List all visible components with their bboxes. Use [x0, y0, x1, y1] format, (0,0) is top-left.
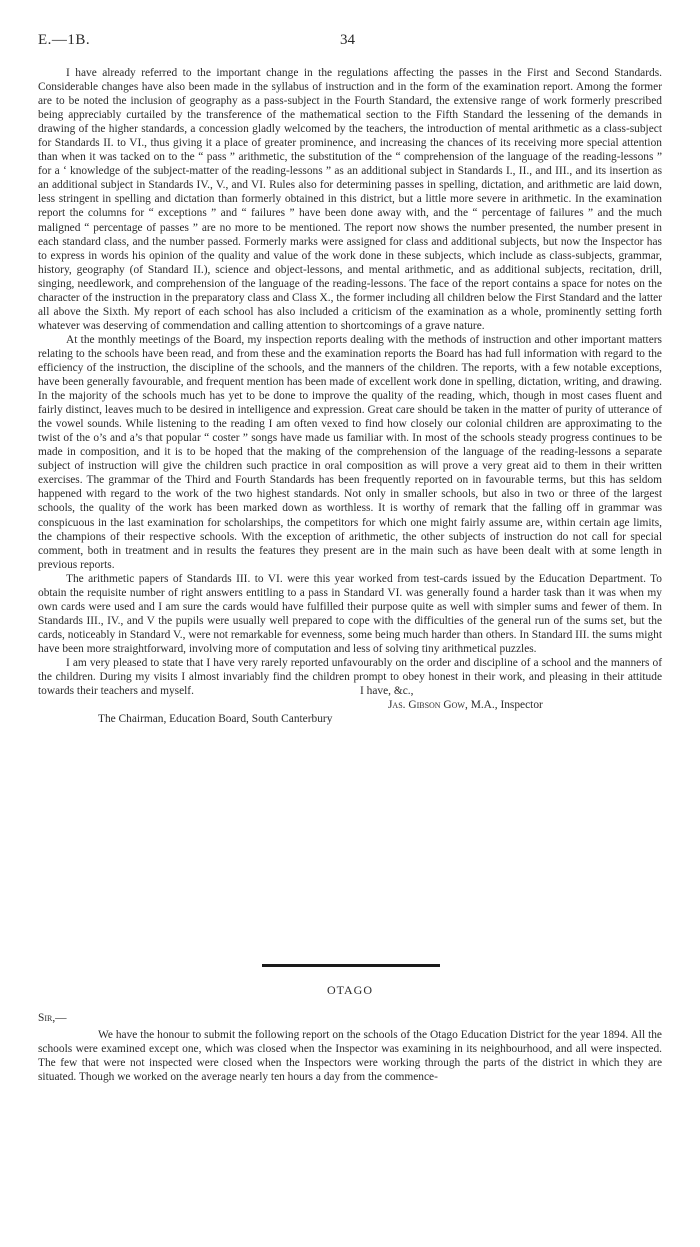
signer-name: Jas. Gibson Gow	[388, 699, 465, 712]
paragraph-arithmetic: The arithmetic papers of Standards III. to VI. were this year worked from test-cards issued by the Education Department. To obtain the requisite number of right answers entitling to a pass in Standard VI. was generally found a harder task than it was when my own cards were used and I am sure the cards would have fulfilled their purpose quite as well with simpler sums and fewer of them. In Standards III., IV., and V the pupils were usually well prepared to cope with the difficulties of the general run of the sums set, but the cards, noticeably in Standard V., were not remarkable for evenness, some being much harder than others. In Standard III. the sums might have been more straightforward, involving more of computation and less of solving tiny arithmetical puzzles.	[38, 572, 662, 655]
otago-report-body	[38, 1028, 662, 1084]
salutation: Sir,—	[38, 1012, 67, 1024]
section-divider	[262, 964, 440, 967]
page-header	[38, 32, 672, 54]
addressee-line: The Chairman, Education Board, South Canterbury	[98, 713, 333, 726]
paragraph-regulations: I have already referred to the important change in the regulations affecting the passes in the First and Second Standards. Considerable changes have also been made in the syllabus of instruction and in the form of the examination report. Among the former are to be noted the inclusion of geography as a pass-subject in the Fourth Standard, the extensive range of work formerly prescribed being appreciably curtailed by the transference of the mathematical section to the Fifth Standard the lessening of the demands in drawing of the higher standards, a concession gladly welcomed by the teachers, the introduction of mental arithmetic as a class-subject for Standards II. to VI., thus giving it a place of greater prominence, and increasing the chances of its receiving more special attention than when it was tacked on to the “ pass ” arithmetic, the substitution of the “ comprehension of the language of the reading-lessons ” for a ‘ knowledge of the subject-matter of the reading-lessons ” as an additional subject in Standards I., II., and III., and its insertion as an additional subject in Standards IV., V., and VI. Rules also for determining passes in spelling, dictation, and arithmetic are laid down, less stringent in spelling and dictation than formerly obtained in this district, but a little more severe in arithmetic. In the examination report the columns for “ exceptions ” and “ failures ” have been done away with, and the “ percentage of failures ” and the much maligned “ percentage of passes ” are no more to be mentioned. The report now shows the number presented, the number present in each standard class, and the number passed. Formerly marks were assigned for class and additional subjects, but now the Inspector has to express in words his opinion of the quality and value of the work done in these subjects, which include as class-subjects, grammar, history, geography (of Standard II.), science and object-lessons, and mental arithmetic, and as additional subjects, recitation, drill, singing, needlework, and comprehension of the language of the reading-lessons. The face of the report contains a space for notes on the character of the instruction in the preparatory class and Class X., the former including all children below the First Standard and the latter all above the Sixth. My report of each school has also included a criticism of the examination as a whole, prominently setting forth whatever was deserving of commendation and calling attention to shortcomings of a grave nature.	[38, 67, 662, 332]
signer-title: , M.A., Inspector	[465, 699, 543, 712]
paragraph-otago-intro: We have the honour to submit the following report on the schools of the Otago Education District for the year 1894. All the schools were examined except one, which was closed when the Inspector was examining in its neighbourhood, and all were inspected. The few that were not inspected were closed when the Inspectors were working through the parts of the district in which they are situated. Though we worked on the average nearly ten hours a day from the commence-	[38, 1029, 662, 1084]
signer-line	[388, 698, 543, 712]
paragraph-board-meetings: At the monthly meetings of the Board, my inspection reports dealing with the methods of instruction and other important matters relating to the schools have been read, and from these and the examination reports the Board has had full information with regard to the efficiency of the instruction, the discipline of the schools, and the manners of the children. The reports, with a few notable exceptions, have been generally favourable, and frequent mention has been made of excellent work done in spelling, dictation, writing, and drawing. In the majority of the schools much has yet to be done to improve the quality of the reading, which, though in most cases fluent and fairly distinct, leaves much to be desired in intelligence and expression. Great care should be taken in the matter of purity of utterance of the vowel sounds. While listening to the reading I am often vexed to find how closely our colonial children are approximating to the twist of the o’s and a’s that popular “ coster ” songs have made us familiar with. In most of the schools steady progress continues to be made in composition, and it is to be hoped that the making of the comprehension of the language of the reading-lessons a separate subject of instruction will give the children such practice in oral composition as will prove a very great aid to them in their written exercises. The grammar of the Third and Fourth Standards has been frequently reported on in favourable terms, but this has seldom happened with regard to the work of the two highest standards. Not only in smaller schools, but also in two or three of the largest schools, the quality of the work has been marked down as worthless. It is worthy of remark that the falling off in grammar was conspicuous in the last examination for scholarships, the competitors for which one might fairly assume are, within certain age limits, the champions of their respective schools. With the exception of arithmetic, the other subjects of instruction do not call for special comment, both in treatment and in results the features they present are in the main such as have been dealt with at some length in previous reports.	[38, 333, 662, 571]
paragraph-discipline: I am very pleased to state that I have very rarely reported unfavourably on the order and discipline of a school and the manners of the children. During my visits I almost invariably find the children prompt to obey honest in their work, and pleasing in their attitude towards their teachers and myself.	[38, 656, 662, 698]
inspector-report-body	[38, 66, 662, 740]
section-title-otago: OTAGO	[326, 983, 374, 997]
signoff-block	[38, 685, 662, 740]
page-number: 34	[340, 32, 355, 48]
document-reference: E.—1B.	[38, 32, 91, 48]
closing-line: I have, &c.,	[360, 685, 414, 698]
